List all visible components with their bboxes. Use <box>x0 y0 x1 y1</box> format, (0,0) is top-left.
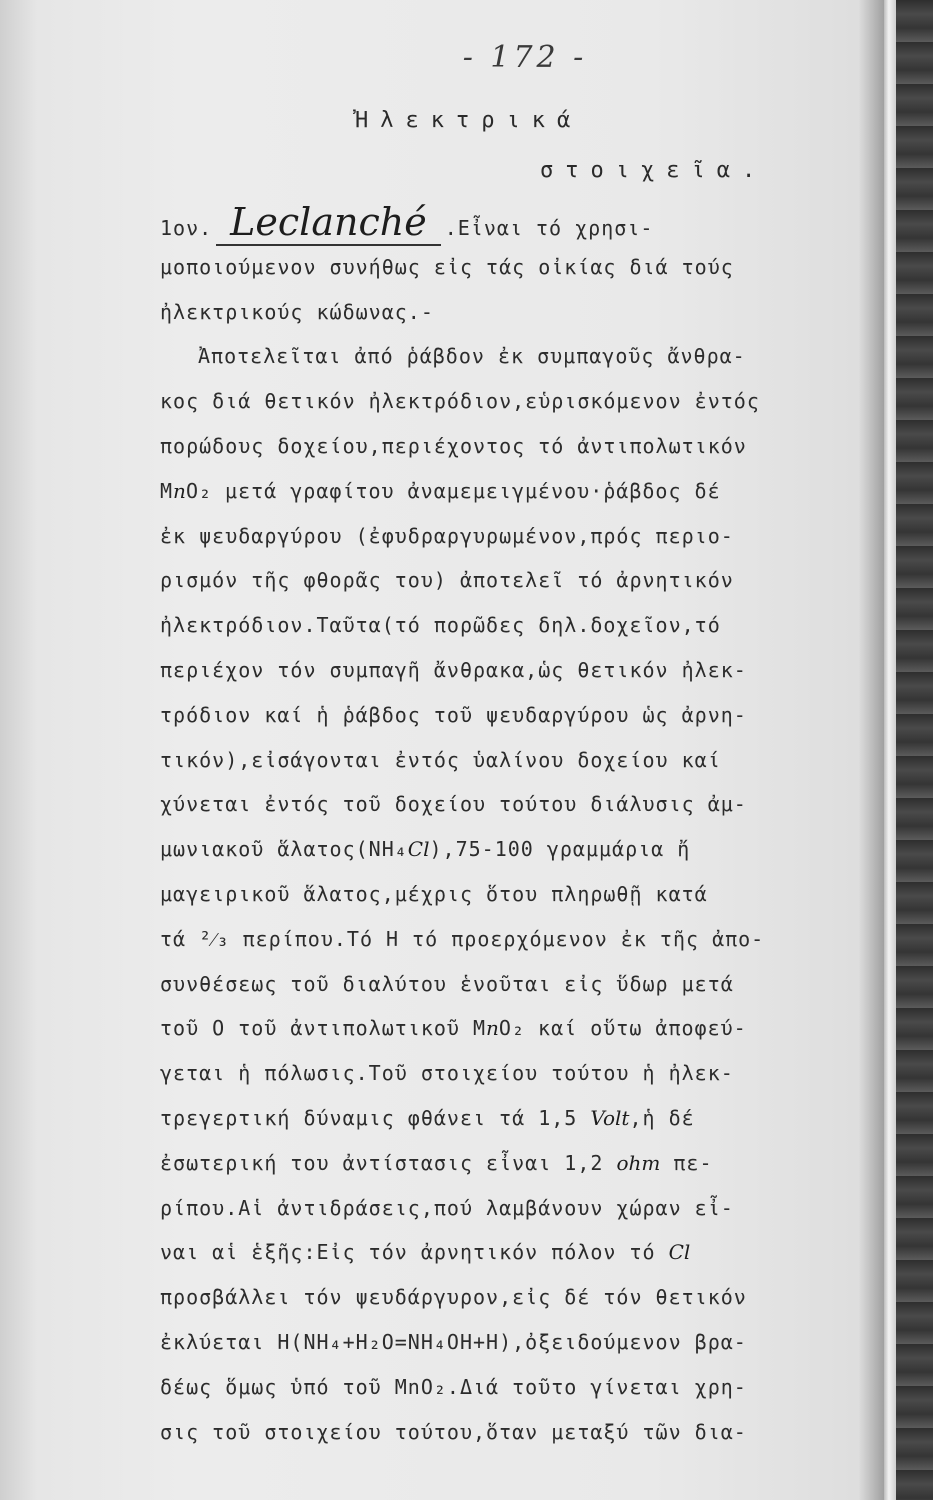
typed-text: ἐκ ψευδαργύρου (ἐφυδραργυρωμένον,πρός περιο- <box>160 523 734 548</box>
text-line <box>160 334 800 379</box>
typed-text: 1ον. <box>160 216 213 240</box>
typed-text: χύνεται ἐντός τοῦ δοχείου τούτου διάλυσις ἀμ- <box>160 792 747 817</box>
typed-text: σις τοῦ στοιχείου τούτου,ὅταν μεταξύ τῶν δια- <box>160 1419 747 1444</box>
handwritten-insert: n <box>486 1016 499 1041</box>
text-line <box>160 379 800 424</box>
typed-text: μωνιακοῦ ἅλατος(NH₄ <box>160 837 408 862</box>
typed-text: μοποιούμενον συνήθως εἰς τάς οἰκίας διά τούς <box>160 254 734 279</box>
typed-text: ἐσωτερική του ἀντίστασις εἶναι 1,2 <box>160 1150 617 1175</box>
typed-text: O₂ μετά γραφίτου ἀναμεμειγμένου·ῥάβδος δέ <box>185 478 721 503</box>
typed-text: τοῦ Ο τοῦ ἀντιπολωτικοῦ M <box>160 1016 487 1041</box>
text-line <box>160 738 800 783</box>
typed-text: ἠλεκτρόδιον.Ταῦτα(τό πορῶδες δηλ.δοχεῖον,τό <box>160 613 721 638</box>
typed-text: κος διά θετικόν ἠλεκτρόδιον,εὑρισκόμενον ἐντός <box>160 389 760 414</box>
handwritten-insert: ohm <box>616 1150 661 1175</box>
typed-text: μαγειρικοῦ ἅλατος,μέχρις ὅτου πληρωθῇ κατά <box>160 881 708 906</box>
heading-line-2: στοιχεῖα. <box>540 158 768 183</box>
typed-text: ἠλεκτρικούς κώδωνας.- <box>160 299 434 324</box>
typed-text: ,ἡ δέ <box>629 1105 695 1130</box>
typed-text: M <box>160 478 174 503</box>
page-number: - 172 - <box>462 40 588 75</box>
text-line <box>160 1141 800 1186</box>
typed-text: πε- <box>660 1150 713 1175</box>
typed-text: τρόδιον καί ἡ ῥάβδος τοῦ ψευδαργύρου ὡς ἀρνη- <box>160 702 747 727</box>
typed-text: ρίπου.Αἱ ἀντιδράσεις,πού λαμβάνουν χώραν εἶ- <box>160 1195 734 1220</box>
typed-text: συνθέσεως τοῦ διαλύτου ἑνοῦται εἰς ὕδωρ μετά <box>160 971 734 996</box>
typed-text: ναι αἱ ἑξῆς:Εἰς τόν ἀρνητικόν πόλον τό <box>160 1240 669 1265</box>
text-line <box>160 1230 800 1275</box>
text-line <box>160 1006 800 1051</box>
typed-text: ἐκλύεται Η(NH₄+H₂O=NH₄OH+H),ὀξειδούμενον βρα- <box>160 1329 747 1354</box>
handwritten-insert: Leclanché <box>216 200 441 246</box>
handwritten-insert: n <box>173 478 186 503</box>
text-line <box>160 469 800 514</box>
typed-text: ρισμόν τῆς φθορᾶς του) ἀποτελεῖ τό ἀρνητικόν <box>160 568 734 593</box>
text-line <box>160 245 800 290</box>
text-line <box>160 514 800 559</box>
text-line <box>160 1410 800 1455</box>
text-line <box>160 917 800 962</box>
text-line <box>160 1275 800 1320</box>
typed-text: προσβάλλει τόν ψευδάργυρον,εἰς δέ τόν θετικόν <box>160 1285 747 1310</box>
book-binding <box>896 0 933 1500</box>
typed-text: .Εἶναι τό χρησι- <box>444 216 654 240</box>
text-line <box>160 1320 800 1365</box>
typed-text: περιέχον τόν συμπαγῆ ἄνθρακα,ὡς θετικόν ἠλεκ- <box>160 657 747 682</box>
text-line <box>160 558 800 603</box>
text-line <box>160 200 800 245</box>
text-line <box>160 290 800 335</box>
text-line <box>160 603 800 648</box>
text-line <box>160 1186 800 1231</box>
typed-text: τά ²⁄₃ περίπου.Τό Η τό προερχόμενον ἐκ τῆς ἀπο- <box>160 926 765 951</box>
handwritten-insert: Cl <box>407 837 430 862</box>
text-line <box>160 782 800 827</box>
page-edge <box>884 0 896 1500</box>
typed-text: πορώδους δοχείου,περιέχοντος τό ἀντιπολωτικόν <box>160 433 747 458</box>
text-line <box>160 872 800 917</box>
typed-text: δέως ὅμως ὑπό τοῦ MnO₂.Διά τοῦτο γίνεται χρη- <box>160 1374 747 1399</box>
heading-line-1: Ἠλεκτρικά <box>355 108 583 133</box>
text-line <box>160 1096 800 1141</box>
text-line <box>160 424 800 469</box>
handwritten-insert: Cl <box>668 1240 691 1265</box>
text-line <box>160 827 800 872</box>
typed-text: τικόν),εἰσάγονται ἐντός ὑαλίνου δοχείου καί <box>160 747 721 772</box>
typed-text-body <box>160 200 800 1454</box>
typed-text: γεται ἡ πόλωσις.Τοῦ στοιχείου τούτου ἡ ἠλεκ- <box>160 1061 734 1086</box>
typed-text: Ἀποτελεῖται ἀπό ῥάβδον ἐκ συμπαγοῦς ἄνθρα- <box>198 344 746 369</box>
text-line <box>160 693 800 738</box>
typed-text: τρεγερτική δύναμις φθάνει τά 1,5 <box>160 1105 591 1130</box>
typed-text: O₂ καί οὕτω ἀποφεύ- <box>498 1016 747 1041</box>
text-line <box>160 962 800 1007</box>
text-line <box>160 1365 800 1410</box>
handwritten-insert: Volt <box>590 1105 630 1130</box>
text-line <box>160 1051 800 1096</box>
typed-text: ),75-100 γραμμάρια ἤ <box>429 837 691 862</box>
text-line <box>160 648 800 693</box>
